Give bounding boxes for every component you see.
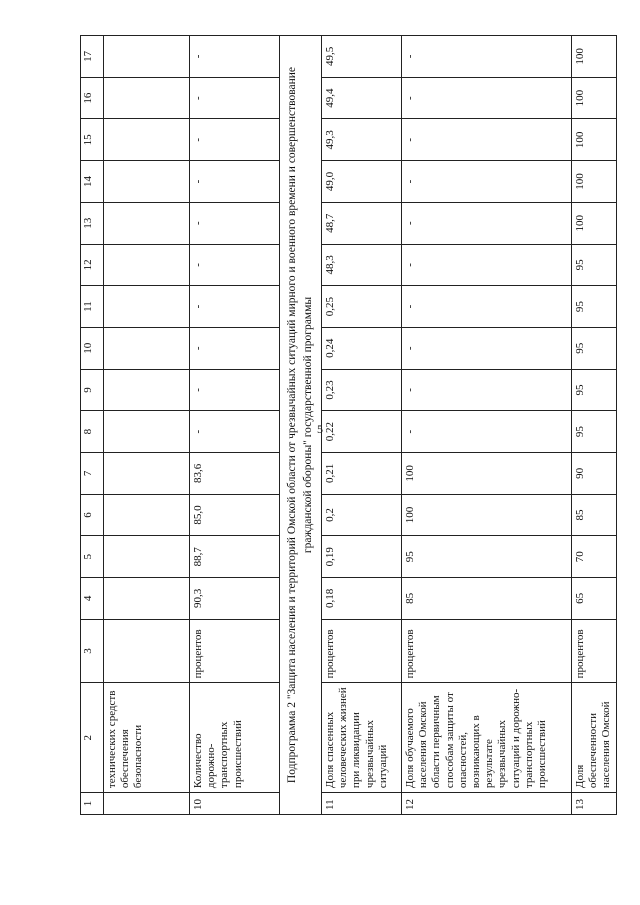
value-cell: 90	[572, 452, 617, 494]
value-cell: -	[190, 244, 280, 286]
value-cell	[104, 286, 190, 328]
indicator-name: Доля спасенных человеческих жизней при ликвидации чрезвычайных ситуаций	[322, 683, 402, 793]
value-cell: -	[190, 77, 280, 119]
value-cell: -	[402, 36, 572, 78]
indicators-table	[80, 35, 617, 815]
value-cell: 49,5	[322, 36, 402, 78]
value-cell	[104, 411, 190, 453]
value-cell: -	[402, 161, 572, 203]
value-cell: -	[190, 286, 280, 328]
value-cell: 70	[572, 536, 617, 578]
value-cell: 100	[572, 119, 617, 161]
value-cell	[104, 369, 190, 411]
value-cell	[104, 161, 190, 203]
value-cell	[104, 119, 190, 161]
value-cell: -	[190, 161, 280, 203]
value-cell: 100	[402, 494, 572, 536]
value-cell: 49,3	[322, 119, 402, 161]
unit-cell	[104, 619, 190, 683]
value-cell: 83,6	[190, 452, 280, 494]
value-cell	[104, 244, 190, 286]
value-cell: 0,22	[322, 411, 402, 453]
table-row	[322, 36, 402, 815]
header-cell: 1	[81, 793, 104, 815]
value-cell: 100	[402, 452, 572, 494]
value-cell: 90,3	[190, 578, 280, 620]
row-number: 11	[322, 793, 402, 815]
row-number: 12	[402, 793, 572, 815]
value-cell: 95	[572, 327, 617, 369]
subprogram-title: Подпрограмма 2 "Защита населения и территорий Омской области от чрезвычайных ситуаций мирного и военного времени и совершенствование гражданской обороны" государственной программы	[280, 36, 322, 815]
header-cell: 17	[81, 36, 104, 78]
value-cell	[104, 77, 190, 119]
value-cell: 0,2	[322, 494, 402, 536]
value-cell	[104, 578, 190, 620]
value-cell: -	[190, 119, 280, 161]
value-cell	[104, 327, 190, 369]
table-row	[104, 36, 190, 815]
value-cell	[104, 494, 190, 536]
value-cell: 95	[572, 286, 617, 328]
unit-cell: процентов	[322, 619, 402, 683]
value-cell: 0,19	[322, 536, 402, 578]
value-cell: -	[402, 77, 572, 119]
header-row	[81, 36, 104, 815]
value-cell: 95	[572, 411, 617, 453]
header-cell: 7	[81, 452, 104, 494]
table-row	[402, 36, 572, 815]
value-cell: -	[402, 327, 572, 369]
value-cell: 100	[572, 161, 617, 203]
value-cell: 0,23	[322, 369, 402, 411]
page-number: 5	[317, 422, 323, 436]
value-cell: 49,0	[322, 161, 402, 203]
value-cell: -	[402, 286, 572, 328]
value-cell: -	[402, 202, 572, 244]
header-cell: 4	[81, 578, 104, 620]
value-cell: -	[402, 411, 572, 453]
value-cell: 48,7	[322, 202, 402, 244]
value-cell: -	[190, 202, 280, 244]
value-cell: 0,18	[322, 578, 402, 620]
table-row	[572, 36, 617, 815]
value-cell: 100	[572, 202, 617, 244]
indicator-name: Доля обеспеченности населения Омской	[572, 683, 617, 793]
header-cell: 15	[81, 119, 104, 161]
value-cell: -	[190, 36, 280, 78]
unit-cell: процентов	[572, 619, 617, 683]
value-cell: 95	[402, 536, 572, 578]
header-cell: 12	[81, 244, 104, 286]
value-cell: 88,7	[190, 536, 280, 578]
value-cell: 85,0	[190, 494, 280, 536]
header-cell: 6	[81, 494, 104, 536]
value-cell: 100	[572, 77, 617, 119]
value-cell: -	[190, 369, 280, 411]
value-cell: -	[190, 411, 280, 453]
value-cell: 65	[572, 578, 617, 620]
header-cell: 5	[81, 536, 104, 578]
value-cell: 0,25	[322, 286, 402, 328]
header-cell: 16	[81, 77, 104, 119]
value-cell: 95	[572, 369, 617, 411]
indicator-name: Доля обучаемого населения Омской области первичным способам защиты от опасностей, возникающих в результате чрезвычайных ситуаций и дорожно-транспортных происшествий	[402, 683, 572, 793]
value-cell	[104, 36, 190, 78]
value-cell: -	[402, 369, 572, 411]
row-number	[104, 793, 190, 815]
header-cell: 9	[81, 369, 104, 411]
unit-cell: процентов	[190, 619, 280, 683]
value-cell	[104, 536, 190, 578]
row-number: 10	[190, 793, 280, 815]
table-row	[190, 36, 280, 815]
value-cell: -	[402, 119, 572, 161]
header-cell: 11	[81, 286, 104, 328]
header-cell: 3	[81, 619, 104, 683]
header-cell: 13	[81, 202, 104, 244]
header-cell: 10	[81, 327, 104, 369]
value-cell: 100	[572, 36, 617, 78]
value-cell	[104, 452, 190, 494]
value-cell	[104, 202, 190, 244]
header-cell: 2	[81, 683, 104, 793]
value-cell: -	[402, 244, 572, 286]
value-cell: 0,24	[322, 327, 402, 369]
value-cell: 85	[402, 578, 572, 620]
value-cell: 85	[572, 494, 617, 536]
header-cell: 8	[81, 411, 104, 453]
unit-cell: процентов	[402, 619, 572, 683]
value-cell: 0,21	[322, 452, 402, 494]
value-cell: 95	[572, 244, 617, 286]
indicators-table-container	[80, 35, 640, 815]
indicator-name: технических средств обеспечения безопасности	[104, 683, 190, 793]
value-cell: 48,3	[322, 244, 402, 286]
value-cell: -	[190, 327, 280, 369]
subprogram-row	[280, 36, 322, 815]
row-number: 13	[572, 793, 617, 815]
indicator-name: Количество дорожно-транспортных происшествий	[190, 683, 280, 793]
header-cell: 14	[81, 161, 104, 203]
value-cell: 49,4	[322, 77, 402, 119]
